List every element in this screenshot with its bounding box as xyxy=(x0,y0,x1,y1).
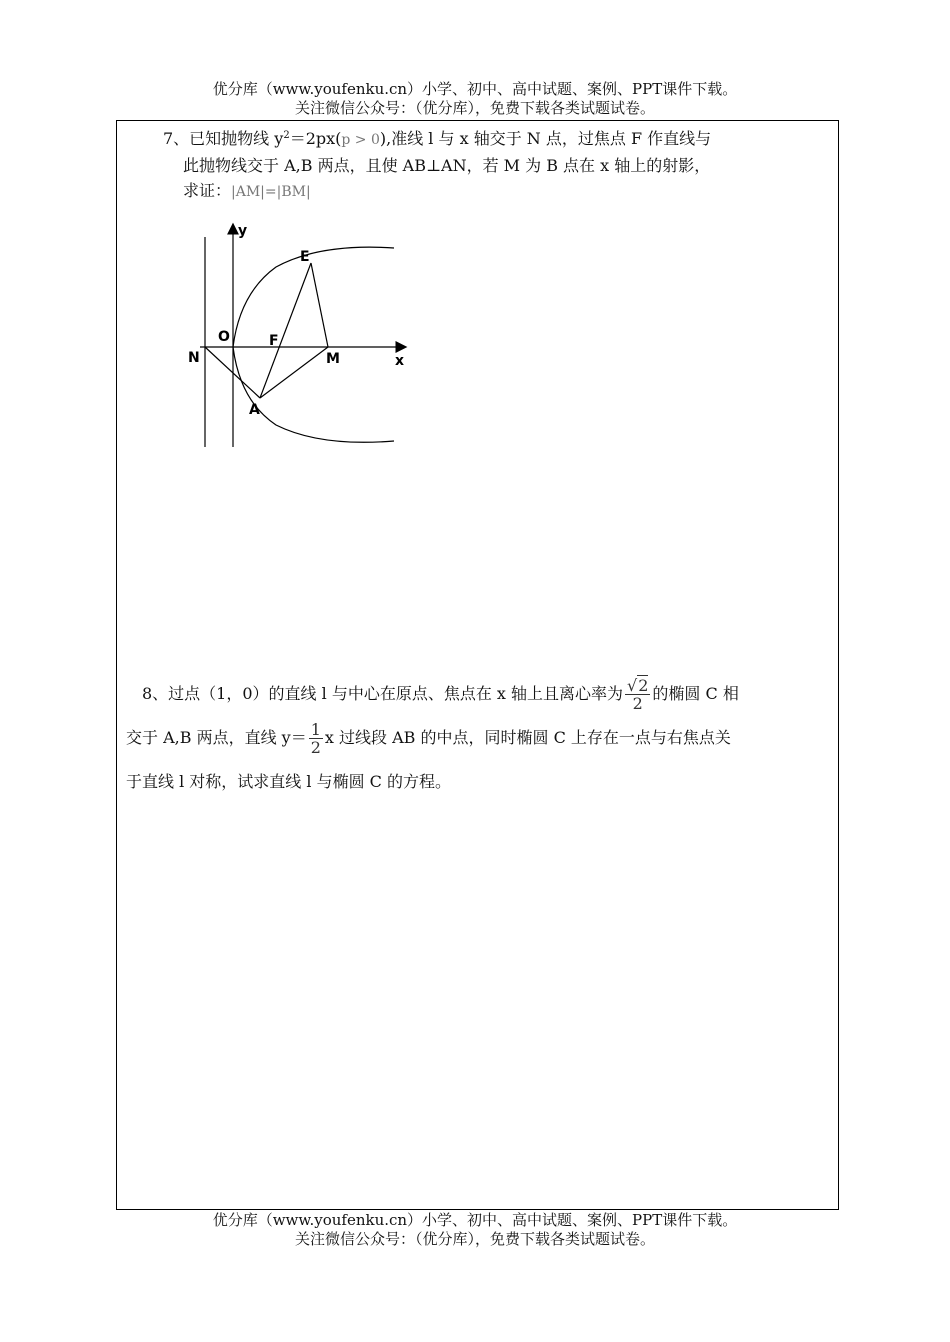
page-footer xyxy=(0,1211,950,1249)
label-O: O xyxy=(218,329,230,345)
header-line-2: 关注微信公众号：（优分库），免费下载各类试题试卷。 xyxy=(294,99,655,117)
q7-line-2: 此抛物线交于 A,B 两点，且使 AB⊥AN，若 M 为 B 点在 x 轴上的射影， xyxy=(183,156,711,175)
page-header xyxy=(0,80,950,118)
question-8 xyxy=(126,672,832,804)
q7-line-3: 求证：|AM|=|BM| xyxy=(183,181,311,200)
label-N: N xyxy=(188,350,200,366)
q8-line-2: 交于 A,B 两点，直线 y＝ $\frac{1}{2}$ x 过线段 AB 的中点，同时椭圆 C 上存在一点与右焦点关 xyxy=(126,720,731,757)
header-line-1: 优分库（www.youfenku.cn）小学、初中、高中试题、案例、PPT课件下载。 xyxy=(212,80,738,98)
label-M: M xyxy=(326,351,340,367)
q7-expression: |AM|=|BM| xyxy=(231,184,311,200)
label-y: y xyxy=(238,223,248,239)
q7-line-1: 7、已知抛物线 $y^2=2px(p > 0)$,准线 l 与 x 轴交于 N 点，过焦点 F 作直线与 xyxy=(163,129,712,148)
fraction-sqrt2-over-2: $\frac{√2}{2}$ xyxy=(627,676,649,713)
q7-condition: p > 0 xyxy=(341,132,380,148)
footer-line-1: 优分库（www.youfenku.cn）小学、初中、高中试题、案例、PPT课件下载。 xyxy=(212,1211,738,1229)
q8-line-3: 于直线 l 对称，试求直线 l 与椭圆 C 的方程。 xyxy=(126,772,451,791)
segment-AE xyxy=(260,263,311,398)
label-A: A xyxy=(249,402,260,418)
question-7 xyxy=(163,123,803,205)
label-x: x xyxy=(395,353,405,369)
footer-line-2: 关注微信公众号：（优分库），免费下载各类试题试卷。 xyxy=(294,1230,655,1248)
parabola-diagram xyxy=(180,215,420,455)
label-E: E xyxy=(300,249,310,265)
label-F: F xyxy=(269,333,279,349)
q8-line-1: 8、过点（1，0）的直线 l 与中心在原点、焦点在 x 轴上且离心率为 $\frac{√2}{2}$ 的椭圆 C 相 xyxy=(142,676,739,713)
segment-EM xyxy=(311,263,328,347)
fraction-1-over-2: $\frac{1}{2}$ xyxy=(310,720,321,757)
